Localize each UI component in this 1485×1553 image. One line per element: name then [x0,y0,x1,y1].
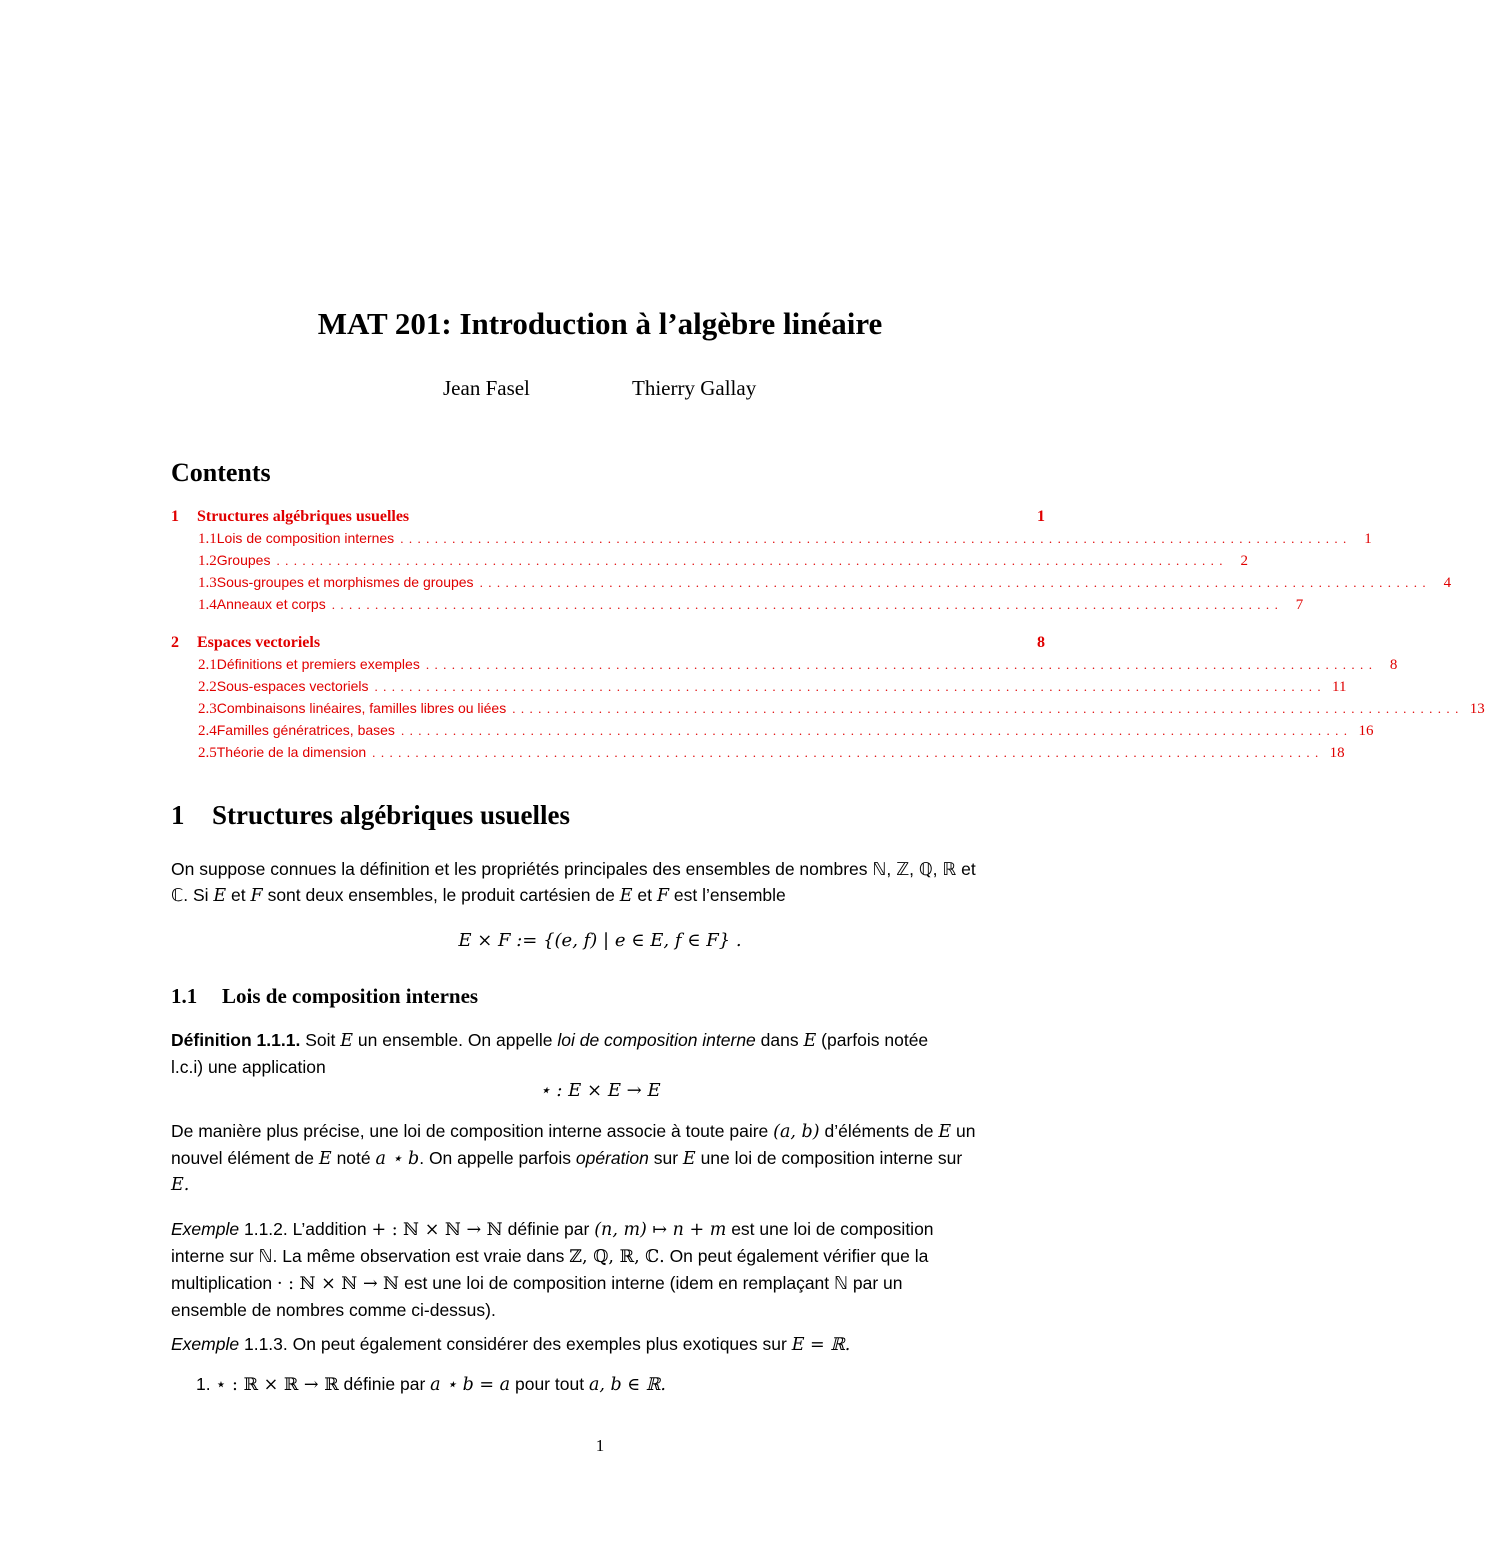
definition-line-2: l.c.i) une application [171,1057,326,1077]
toc-section-number: 2 [171,634,179,651]
toc-section-label: Structures algébriques usuelles [197,508,410,525]
example-label: Exemple [171,1334,240,1354]
section-number: 1 [171,800,185,830]
toc-subsection-page: 8 [1389,657,1398,673]
section-1-heading [171,800,570,831]
example-line-1: Exemple 1.1.2. L’addition + : ℕ × ℕ → ℕ définie par (n, m) ↦ n + m est une loi de composition [171,1219,934,1240]
toc-subsection-number: 1.2 [198,553,217,569]
toc-subsection-label: Combinaisons linéaires, familles libres ou liées [216,700,507,716]
toc-subsection-number: 2.1 [198,657,217,673]
toc-subsection-page: 18 [1329,745,1345,761]
example-label: Exemple [171,1219,240,1239]
page-number: 1 [595,1436,605,1455]
paragraph-line-2: nouvel élément de E noté a ⋆ b. On appelle parfois opération sur E une loi de composition interne sur [171,1148,963,1169]
paragraph-line-3: E. [171,1175,190,1195]
toc-leader-dots: .............................................................................................................. [512,701,1464,716]
toc-section-page: 1 [1037,508,1045,525]
toc-subsection-label: Définitions et premiers exemples [216,656,420,672]
definition-line-1: Définition 1.1.1. Soit E un ensemble. On appelle loi de composition interne dans E (parfois notée [171,1030,929,1051]
intro-line-1: On suppose connues la définition et les propriétés principales des ensembles de nombres ℕ, ℤ, ℚ, ℝ et [171,859,976,879]
toc-subsection-page: 7 [1295,597,1304,613]
toc-subsection-number: 2.5 [198,745,217,761]
list-item-number: 1. [196,1374,211,1394]
toc-subsection-page: 2 [1240,553,1248,569]
contents-heading: Contents [171,458,271,487]
display-equation-cartesian-product: E × F := {(e, f) | e ∈ E, f ∈ F} . [458,930,742,951]
toc-subsection-number: 2.3 [198,701,217,717]
toc-section-page: 8 [1037,634,1045,651]
toc-subsection-number: 1.1 [198,531,217,547]
toc-subsection-1-1[interactable] [171,530,1372,550]
toc-subsection-label: Lois de composition internes [216,530,395,546]
toc-subsection-number: 2.4 [198,723,217,739]
display-equation-star-map: ⋆ : E × E → E [539,1080,661,1101]
toc-subsection-number: 2.2 [198,679,217,695]
example-line-2: interne sur ℕ. La même observation est vraie dans ℤ, ℚ, ℝ, ℂ. On peut également vérifier que la [171,1246,929,1267]
toc-subsection-1-3[interactable] [171,574,1452,594]
toc-section-number: 1 [171,508,179,525]
document-title: MAT 201: Introduction à l’algèbre linéaire [317,306,883,341]
subsection-title: Lois de composition internes [222,984,479,1008]
toc-subsection-2-4[interactable] [171,722,1374,742]
subsection-1-1-heading [171,984,478,1009]
toc-leader-dots: .............................................................................................................. [276,553,1228,568]
toc-section-2[interactable] [171,634,1045,654]
toc-subsection-2-5[interactable] [171,744,1345,764]
paragraph-line-1: De manière plus précise, une loi de composition interne associe à toute paire (a, b) d’éléments de E un [171,1121,976,1142]
toc-subsection-label: Groupes [216,552,271,568]
toc-leader-dots: .............................................................................................................. [331,597,1284,612]
toc-subsection-label: Familles génératrices, bases [216,722,395,738]
toc-leader-dots: .............................................................................................................. [374,679,1326,694]
toc-subsection-page: 16 [1358,723,1374,739]
toc-subsection-page: 4 [1443,575,1452,591]
toc-leader-dots: .............................................................................................................. [479,575,1432,590]
author-1: Jean Fasel [443,376,530,400]
example-line-4: ensemble de nombres comme ci-dessus). [171,1300,496,1320]
subsection-number: 1.1 [171,984,198,1008]
toc-leader-dots: .............................................................................................................. [372,745,1324,760]
toc-section-1[interactable] [171,508,1045,528]
definition-1-1-1 [171,1027,1045,1080]
toc-subsection-page: 11 [1332,679,1347,695]
toc-subsection-label: Sous-espaces vectoriels [216,678,369,694]
toc-subsection-label: Théorie de la dimension [216,744,367,760]
toc-leader-dots: .............................................................................................................. [425,657,1378,672]
example-1-1-2 [171,1216,1045,1323]
definition-label: Définition 1.1.1. [171,1030,301,1050]
section-title: Structures algébriques usuelles [212,800,571,830]
toc-subsection-2-2[interactable] [171,678,1347,698]
toc-subsection-page: 1 [1364,531,1372,547]
toc-subsection-label: Anneaux et corps [216,596,326,612]
toc-subsection-2-1[interactable] [171,656,1398,676]
toc-subsection-page: 13 [1469,701,1485,717]
example-1-1-3: Exemple 1.1.3. On peut également considérer des exemples plus exotiques sur E = ℝ. [171,1334,851,1355]
example-line-3: multiplication · : ℕ × ℕ → ℕ est une loi de composition interne (idem en remplaçant ℕ par un [171,1273,903,1294]
paragraph-precise-definition [171,1118,1045,1198]
author-2: Thierry Gallay [632,376,757,400]
toc-leader-dots: .............................................................................................................. [400,723,1353,738]
list-item-1: 1. ⋆ : ℝ × ℝ → ℝ définie par a ⋆ b = a pour tout a, b ∈ ℝ. [196,1374,666,1395]
intro-line-2: ℂ. Si E et F sont deux ensembles, le produit cartésien de E et F est l’ensemble [171,885,786,906]
toc-subsection-2-3[interactable] [171,700,1485,720]
toc-subsection-1-4[interactable] [171,596,1304,616]
toc-section-label: Espaces vectoriels [197,634,321,651]
toc-subsection-1-2[interactable] [171,552,1248,572]
intro-paragraph [171,856,1045,909]
toc-subsection-number: 1.3 [198,575,217,591]
toc-subsection-number: 1.4 [198,597,217,613]
toc-leader-dots: .............................................................................................................. [400,531,1352,546]
toc-subsection-label: Sous-groupes et morphismes de groupes [216,574,474,590]
